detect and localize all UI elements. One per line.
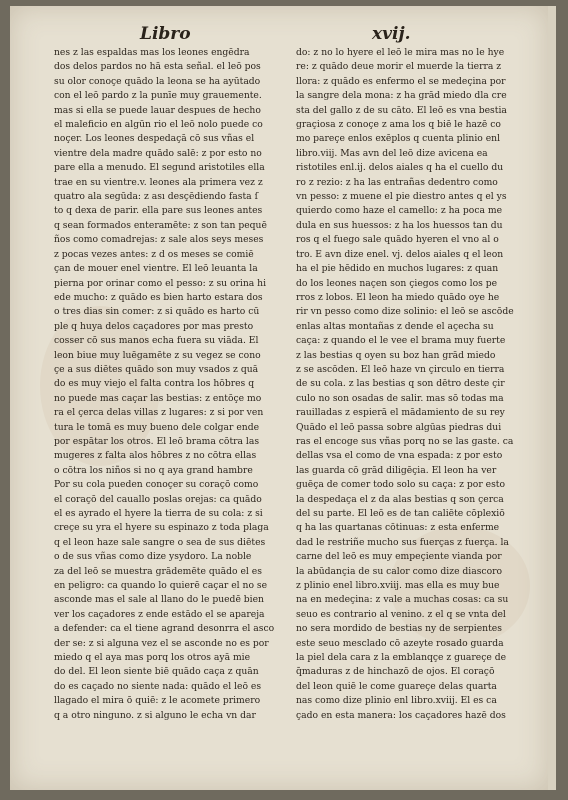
text-line: la despedaça el z da alas bestias q son çerca — [296, 493, 504, 505]
text-line: las guarda cō grād diligēçia. El leon ha ver — [296, 464, 497, 476]
text-line: q ha las quartanas cōtinuas: z esta enferme — [296, 522, 500, 534]
text-line: noçer. Los leones despedaçā cō sus vñas el — [54, 133, 255, 145]
text-line: q̄maduras z de hinchazō de ojos. El coraçō — [296, 666, 495, 678]
text-line: la sangre dela mona: z ha grād miedo dla cre — [296, 90, 507, 102]
text-line: rauilladas z espierā el mādamiento de su rey — [296, 407, 505, 419]
text-line: o cōtra los niños si no q aya grand hambre — [54, 464, 253, 476]
text-line: o tres dias sin comer: z si quādo es harto cū — [54, 306, 260, 318]
text-line: ede mucho: z quādo es bien harto estara dos — [54, 291, 263, 303]
text-line: q a otro ninguno. z si alguno le echa vn dar — [54, 709, 256, 721]
text-line: nas como dize plinio enl libro.xviij. El es ca — [296, 695, 497, 707]
text-line: do es muy viejo el falta contra los hōbres q — [54, 378, 255, 390]
text-line: no sera mordido de bestias ny de serpientes — [296, 623, 502, 635]
text-line: pierna por orinar como el pesso: z su orina hi — [54, 277, 267, 289]
text-line: ver los caçadores z ende estādo el se apareja — [54, 608, 265, 620]
text-line: o de sus vñas como dize ysydoro. La noble — [54, 551, 252, 563]
text-line: z se ascōden. El leō haze vn çirculo en tierra — [296, 363, 505, 375]
text-line: mas si ella se puede lauar despues de hecho — [54, 104, 261, 116]
text-line: con el leō pardo z la punīe muy grauemente. — [54, 90, 262, 102]
text-line: rros z lobos. El leon ha miedo quādo oye he — [296, 291, 500, 303]
text-line: seuo es contrario al venino. z el q se vnta del — [296, 608, 506, 620]
text-line: llora: z quādo es enfermo el se medeçina por — [296, 75, 506, 87]
text-line: na en medeçina: z vale a muchas cosas: ca su — [296, 594, 509, 606]
text-line: ristotiles enl.ij. delos aiales q ha el cuello du — [296, 162, 504, 174]
text-line: trae en su vientre.v. leones ala primera vez z — [54, 176, 263, 188]
text-line: vn pesso: z muene el pie diestro antes q el ys — [296, 191, 507, 203]
text-line: vientre dela madre quādo salē: z por esto no — [54, 147, 262, 159]
text-line: mo pareçe enlos exēplos q cuenta plinio enl — [296, 133, 501, 145]
text-line: Quādo el leō passa sobre algūas piedras dui — [296, 421, 502, 433]
text-line: caça: z quando el le vee el brama muy fuerte — [296, 335, 506, 347]
text-line: quatro ala segūda: z ası desçēdiendo fasta ſ — [54, 191, 258, 203]
text-line: sta del gallo z de su cāto. El leō es vna bestia — [296, 104, 507, 116]
text-line: el coraçō del cauallo poslas orejas: ca quādo — [54, 493, 262, 505]
text-line: miedo q el aya mas porq los otros ayā mie — [54, 652, 251, 664]
text-line: cosser cō sus manos echa fuera su viāda. El — [54, 335, 259, 347]
text-line: rir vn pesso como dize solinio: el leō se ascōde — [296, 306, 514, 318]
text-line: carne del leō es muy empeçiente vianda por — [296, 551, 502, 563]
text-line: enlas altas montañas z dende el açecha su — [296, 320, 494, 332]
text-line: q el leon haze sale sangre o sea de sus diētes — [54, 536, 266, 548]
text-line: dad le restriñe mucho sus fuerças z fuerça. la — [296, 536, 509, 548]
text-line: Por su cola pueden conoçer su coraçō como — [54, 479, 259, 491]
text-line: guēça de comer todo solo su caça: z por esto — [296, 479, 506, 491]
text-line: ple q huya delos caçadores por mas presto — [54, 320, 254, 332]
text-line: do es caçado no siente nada: quādo el leō es — [54, 680, 262, 692]
text-line: su olor conoçe quādo la leona se ha ayūtado — [54, 75, 261, 87]
text-line: z plinio enel libro.xviij. mas ella es muy bue — [296, 580, 500, 592]
text-line: leon biue muy luēgamēte z su vegez se cono — [54, 349, 261, 361]
text-line: asconde mas el sale al llano do le puedē bien — [54, 594, 264, 606]
text-line: nes z las espaldas mas los leones engēdra — [54, 47, 250, 58]
text-line: re: z quādo deue morir el muerde la tierra z — [296, 61, 502, 73]
text-line: quierdo como haze el camello: z ha poca me — [296, 205, 503, 217]
text-line: mugeres z falta alos hōbres z no cōtra ellas — [54, 450, 257, 462]
text-line: to q dexa de parir. ella pare sus leones antes — [54, 205, 263, 217]
text-line: tura le tomā es muy bueno dele colgar ende — [54, 421, 260, 433]
text-line: do del. El leon siente biē quādo caça z quān — [54, 666, 259, 678]
text-column-left — [54, 46, 274, 723]
text-line: ha el pie hēdido en muchos lugares: z quan — [296, 263, 499, 275]
text-line: este seuo mesclado cō azeyte rosado guarda — [296, 637, 504, 649]
text-line: la piel dela cara z la emblanqçe z guareçe de — [296, 652, 507, 664]
text-column-right — [296, 46, 516, 723]
text-line: ra el çerca delas villas z lugares: z si por ven — [54, 407, 264, 419]
text-line: llagado el mira ō quiē: z le acomete primero — [54, 695, 261, 707]
text-line: a defender: ca el tiene agrand desonrra el asco — [54, 623, 274, 635]
text-line: dos delos pardos no hā esta señal. el leō pos — [54, 61, 261, 73]
text-line: graçiosa z conoçe z ama los q biē le hazē co — [296, 119, 501, 131]
text-line: la abūdançia de su calor como dize diascoro — [296, 565, 503, 577]
text-line: z las bestias q oyen su boz han grād miedo — [296, 349, 496, 361]
text-line: za del leō se muestra grādemēte quādo el es — [54, 565, 262, 577]
text-line: del leon quiē le come guareçe delas quarta — [296, 680, 497, 692]
text-line: dellas vsa el como de vna espada: z por esto — [296, 450, 503, 462]
text-line: de su cola. z las bestias q son dētro deste çir — [296, 378, 505, 390]
text-line: ros q el fuego sale quādo hyeren el vno al o — [296, 234, 499, 246]
text-line: el es ayrado el hyere la tierra de su cola: z si — [54, 508, 263, 519]
page-edge — [548, 6, 556, 790]
text-line: ños como comadrejas: z sale alos seys meses — [54, 234, 264, 246]
text-line: q sean formados enteramēte: z son tan pequē — [54, 219, 267, 231]
text-line: çan de mouer enel vientre. El leō leuanta la — [54, 263, 258, 275]
text-line: culo no son osadas de salir. mas sō todas ma — [296, 392, 504, 404]
running-header-book: Libro — [140, 24, 191, 44]
text-line: der se: z si alguna vez el se asconde no es por — [54, 637, 269, 649]
running-header-chapter: xvij. — [372, 24, 411, 44]
text-line: çado en esta manera: los caçadores hazē dos — [296, 709, 506, 721]
text-line: z pocas vezes antes: z d os meses se comiē — [54, 248, 254, 260]
text-line: dula en sus huessos: z ha los huessos tan du — [296, 219, 503, 231]
text-line: por espātar los otros. El leō brama cōtra las — [54, 435, 260, 447]
text-line: el maleficio en algūn rio el leō nolo puede co — [54, 119, 263, 131]
text-line: do los leones naçen son çiegos como los pe — [296, 277, 498, 289]
text-line: pare ella a menudo. El segund aristotiles ella — [54, 162, 265, 174]
text-line: do: z no lo hyere el leō le mira mas no le hye — [296, 47, 505, 58]
text-line: libro.viij. Mas avn del leō dize avicena ea — [296, 147, 488, 159]
text-line: creçe su yra el hyere su espinazo z toda plaga — [54, 522, 269, 534]
text-line: no puede mas caçar las bestias: z entōçe mo — [54, 392, 262, 404]
text-line: ras el encoge sus vñas porq no se las gaste. ca — [296, 435, 514, 447]
text-line: en peligro: ca quando lo quierē caçar el no se — [54, 580, 268, 592]
text-line: çe a sus diētes quādo son muy vsados z quā — [54, 363, 259, 375]
text-line: ro z rezio: z ha las entrañas dedentro como — [296, 176, 498, 188]
text-line: tro. E avn dize enel. vj. delos aiales q el leon — [296, 248, 504, 260]
text-line: del su parte. El leō es de tan caliēte cōplexiō — [296, 508, 505, 519]
